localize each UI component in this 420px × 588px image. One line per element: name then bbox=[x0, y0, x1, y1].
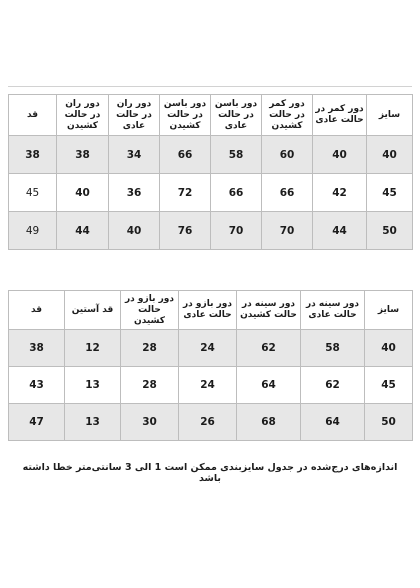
cell: 49 bbox=[9, 212, 57, 250]
cell: 44 bbox=[57, 212, 109, 250]
cell: 66 bbox=[262, 174, 313, 212]
table-header-row bbox=[9, 291, 413, 330]
cell: 50 bbox=[365, 404, 413, 441]
cell: 40 bbox=[313, 136, 367, 174]
cell: 58 bbox=[211, 136, 262, 174]
cell: 12 bbox=[65, 330, 121, 367]
tops-size-table bbox=[8, 290, 413, 441]
cell: 40 bbox=[109, 212, 160, 250]
cell: 60 bbox=[262, 136, 313, 174]
header-waist-stretched: دور کمر در حالت کشیدن bbox=[262, 95, 313, 136]
cell: 62 bbox=[237, 330, 301, 367]
cell: 44 bbox=[313, 212, 367, 250]
header-arm-stretched: دور بازو در حالت کشیدن bbox=[121, 291, 179, 330]
cell: 43 bbox=[9, 367, 65, 404]
table-row bbox=[9, 367, 413, 404]
cell: 64 bbox=[237, 367, 301, 404]
header-thigh-normal: دور ران در حالت عادی bbox=[109, 95, 160, 136]
header-sleeve-length: قد آستین bbox=[65, 291, 121, 330]
cell: 76 bbox=[160, 212, 211, 250]
header-arm-normal: دور بازو در حالت عادی bbox=[179, 291, 237, 330]
header-length: قد bbox=[9, 291, 65, 330]
cell: 42 bbox=[313, 174, 367, 212]
cell: 34 bbox=[109, 136, 160, 174]
cell: 45 bbox=[367, 174, 413, 212]
table-row bbox=[9, 330, 413, 367]
cell: 13 bbox=[65, 367, 121, 404]
cell: 40 bbox=[57, 174, 109, 212]
cell: 50 bbox=[367, 212, 413, 250]
cell: 13 bbox=[65, 404, 121, 441]
cell: 38 bbox=[57, 136, 109, 174]
cell: 26 bbox=[179, 404, 237, 441]
header-size: سایز bbox=[367, 95, 413, 136]
cell: 72 bbox=[160, 174, 211, 212]
table-row bbox=[9, 212, 413, 250]
cell: 38 bbox=[9, 136, 57, 174]
cell: 70 bbox=[211, 212, 262, 250]
cell: 36 bbox=[109, 174, 160, 212]
cell: 62 bbox=[301, 367, 365, 404]
cell: 47 bbox=[9, 404, 65, 441]
header-chest-stretched: دور سینه در حالت کشیدن bbox=[237, 291, 301, 330]
cell: 68 bbox=[237, 404, 301, 441]
cell: 24 bbox=[179, 367, 237, 404]
cell: 45 bbox=[9, 174, 57, 212]
table-header-row bbox=[9, 95, 413, 136]
cell: 66 bbox=[211, 174, 262, 212]
table-row bbox=[9, 136, 413, 174]
header-chest-normal: دور سینه در حالت عادی bbox=[301, 291, 365, 330]
cell: 38 bbox=[9, 330, 65, 367]
cell: 58 bbox=[301, 330, 365, 367]
header-waist-normal: دور کمر در حالت عادی bbox=[313, 95, 367, 136]
table-row bbox=[9, 174, 413, 212]
cell: 64 bbox=[301, 404, 365, 441]
cell: 24 bbox=[179, 330, 237, 367]
cell: 70 bbox=[262, 212, 313, 250]
cell: 45 bbox=[365, 367, 413, 404]
top-divider bbox=[8, 86, 412, 87]
table-row bbox=[9, 404, 413, 441]
cell: 66 bbox=[160, 136, 211, 174]
cell: 40 bbox=[367, 136, 413, 174]
header-size: سایز bbox=[365, 291, 413, 330]
cell: 28 bbox=[121, 367, 179, 404]
measurement-note: اندازه‌های درج‌شده در جدول سایزبندی ممکن است 1 الی 3 سانتی‌متر خطا داشته باشد bbox=[22, 462, 398, 484]
cell: 28 bbox=[121, 330, 179, 367]
cell: 40 bbox=[365, 330, 413, 367]
header-length: قد bbox=[9, 95, 57, 136]
header-thigh-stretched: دور ران در حالت کشیدن bbox=[57, 95, 109, 136]
header-hip-stretched: دور باسن در حالت کشیدن bbox=[160, 95, 211, 136]
header-hip-normal: دور باسن در حالت عادی bbox=[211, 95, 262, 136]
cell: 30 bbox=[121, 404, 179, 441]
bottoms-size-table bbox=[8, 94, 413, 250]
